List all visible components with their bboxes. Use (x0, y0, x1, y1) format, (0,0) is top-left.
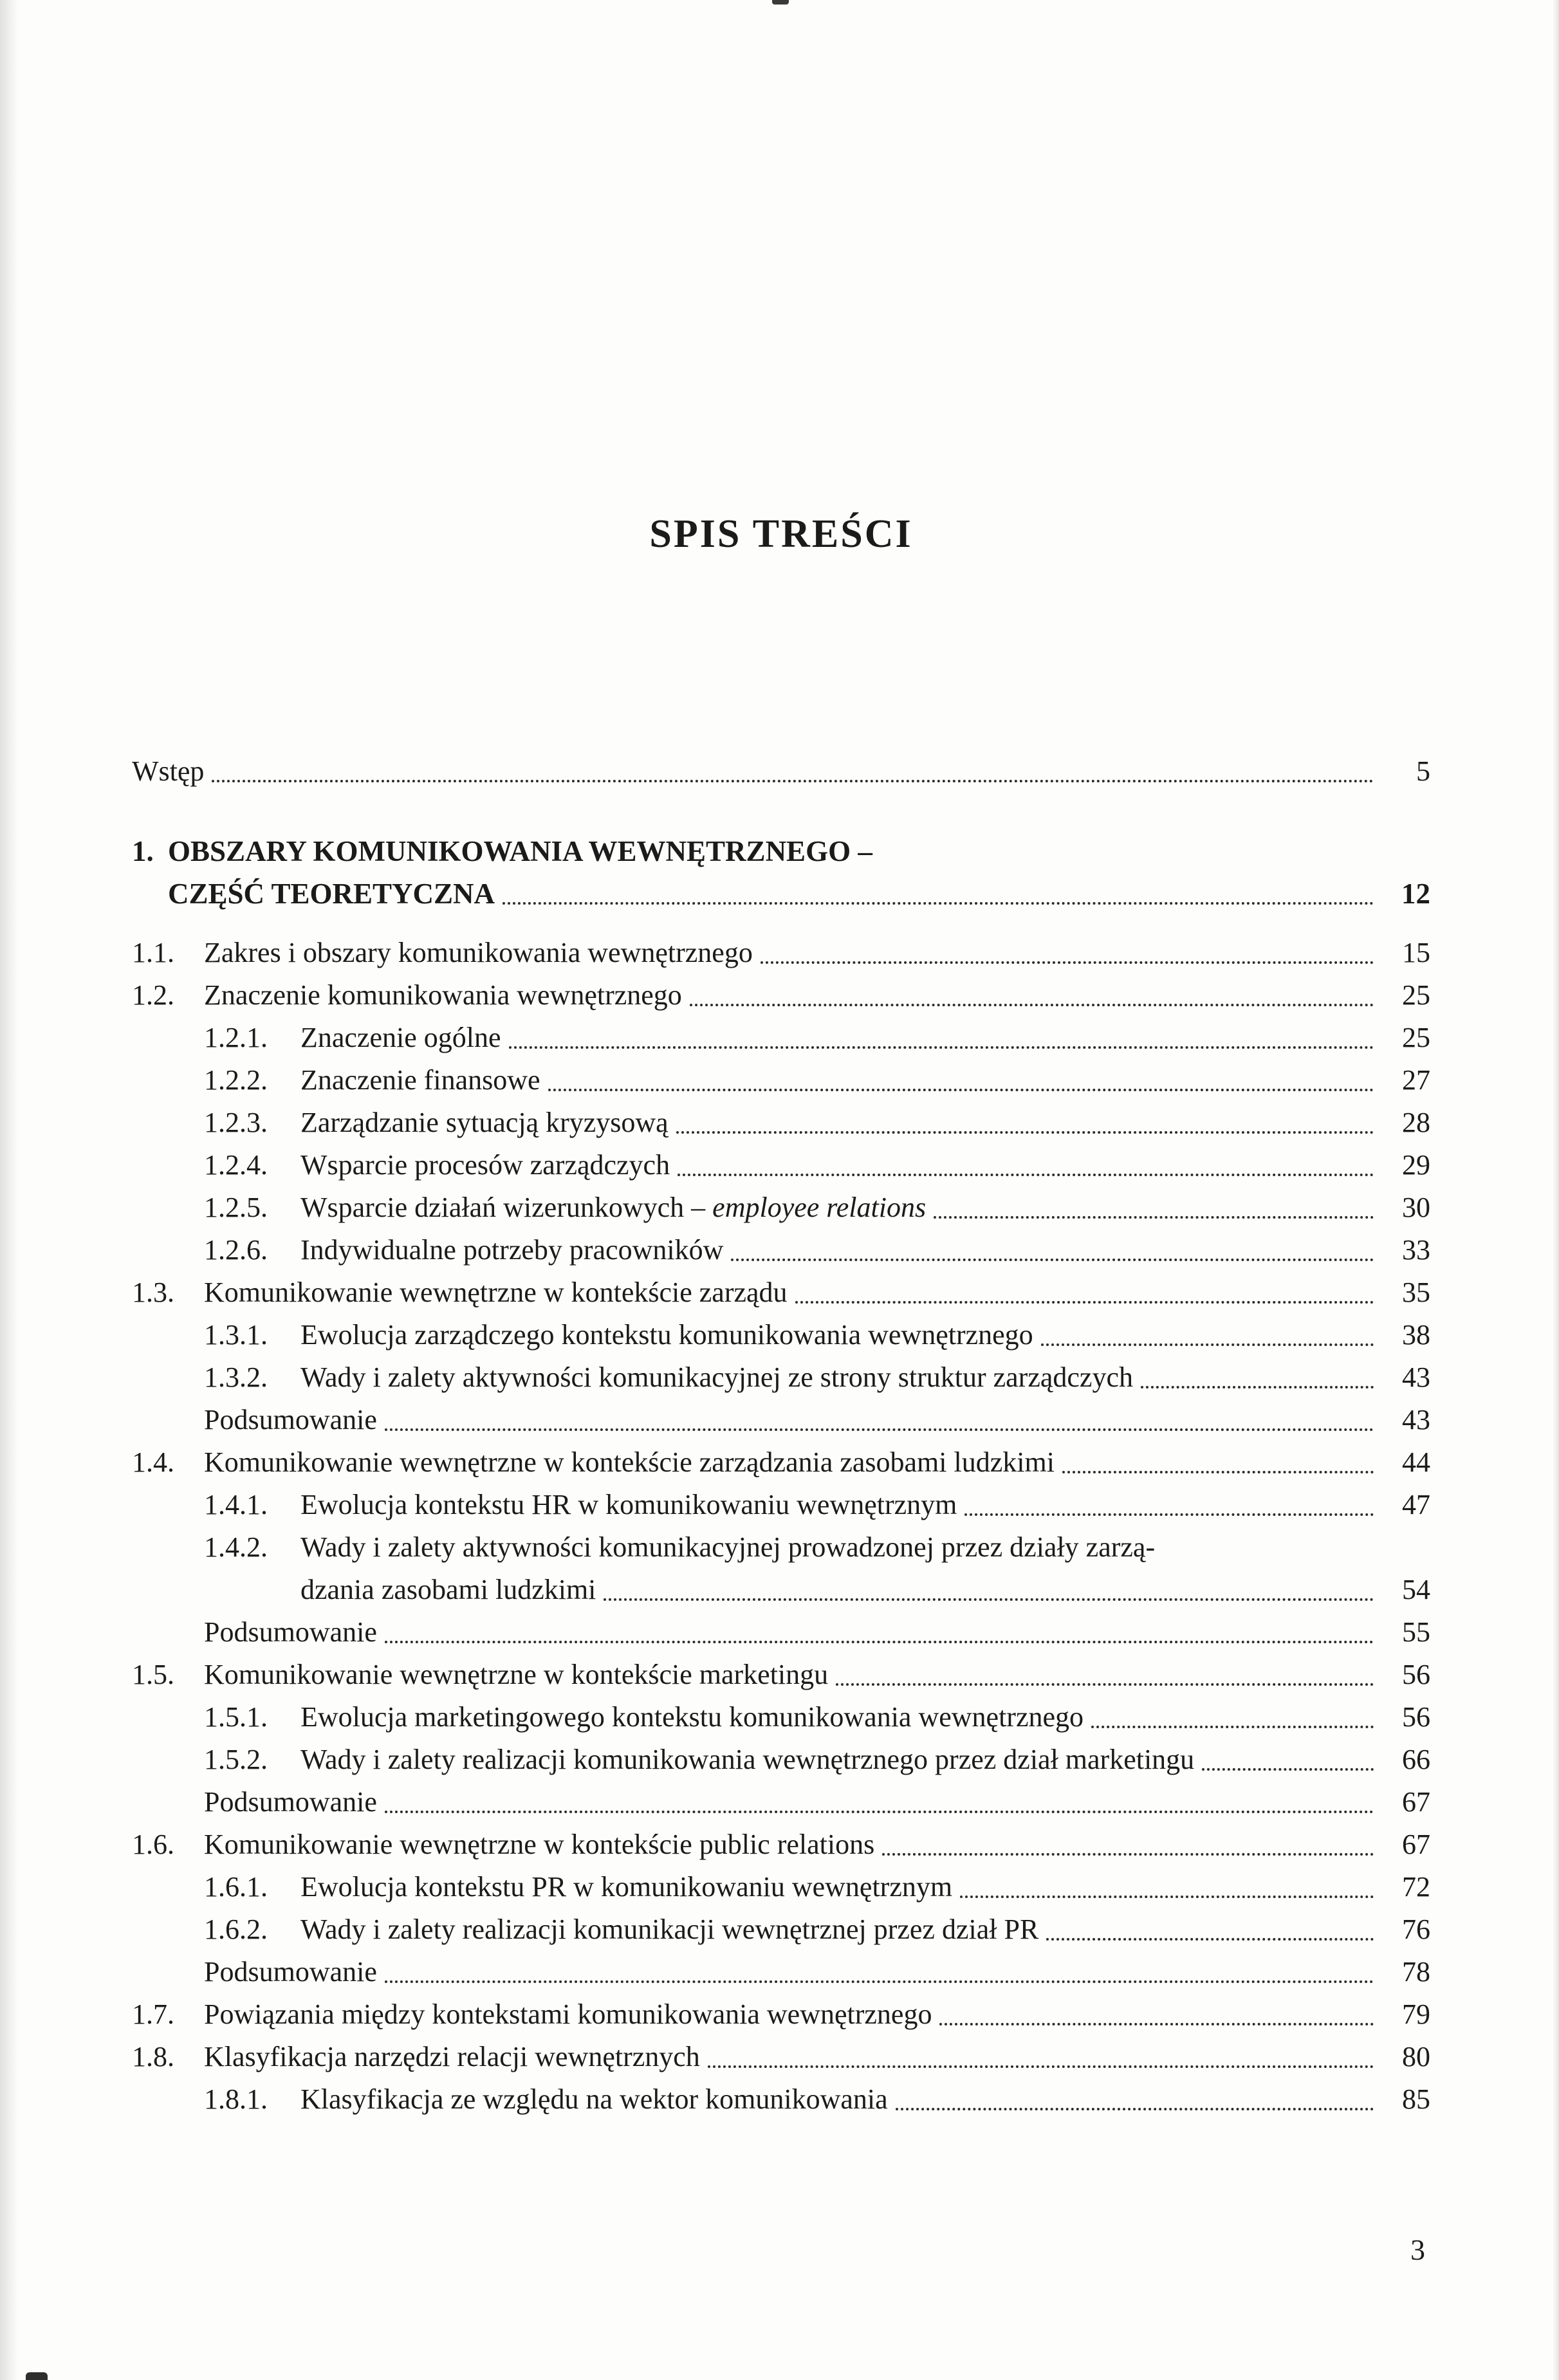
scan-edge-shadow-right (1553, 0, 1559, 2380)
toc-entry (132, 1866, 1430, 1908)
entry-page: 54 (1402, 1574, 1430, 1605)
toc-entry (132, 872, 1430, 915)
entry-text: Podsumowanie (204, 1956, 377, 1988)
entry-label (204, 1951, 377, 1993)
entry-page: 78 (1402, 1956, 1430, 1988)
toc-entry (132, 1739, 1430, 1781)
toc-entry (132, 1017, 1430, 1059)
dot-leader (1141, 1386, 1374, 1388)
entry-number: 1. (132, 835, 154, 867)
dot-leader (964, 1513, 1374, 1516)
toc-entry (132, 1993, 1430, 2036)
toc-entry (132, 2078, 1430, 2121)
toc-entry (132, 1102, 1430, 1144)
entry-text: Podsumowanie (204, 1404, 377, 1435)
entry-page: 43 (1402, 1361, 1430, 1393)
toc-entry (132, 1781, 1430, 1823)
entry-text: Podsumowanie (204, 1786, 377, 1818)
dot-leader (795, 1301, 1374, 1304)
dot-leader (708, 2065, 1374, 2068)
entry-text: Zarządzanie sytuacją kryzysową (300, 1107, 669, 1138)
entry-page: 15 (1402, 937, 1430, 968)
entry-text: OBSZARY KOMUNIKOWANIA WEWNĘTRZNEGO – (168, 835, 872, 867)
dot-leader (385, 1641, 1374, 1643)
entry-page: 33 (1402, 1234, 1430, 1266)
page-content (132, 512, 1430, 2121)
entry-text-italic: employee relations (712, 1192, 927, 1223)
entry-label-continuation (168, 872, 495, 915)
toc-entry (132, 1951, 1430, 1993)
entry-label (204, 1356, 1133, 1399)
entry-text: Znaczenie komunikowania wewnętrznego (204, 979, 682, 1011)
entry-text: Komunikowanie wewnętrzne w kontekście marketingu (204, 1659, 829, 1690)
entry-number: 1.5.1. (204, 1701, 268, 1733)
entry-label (204, 1526, 1155, 1569)
entry-text: Zakres i obszary komunikowania wewnętrznego (204, 937, 753, 968)
page-title: SPIS TREŚCI (649, 512, 913, 556)
entry-text: Wady i zalety realizacji komunikacji wewnętrznej przez dział PR (300, 1914, 1039, 1945)
entry-label (132, 830, 872, 872)
entry-text: Klasyfikacja narzędzi relacji wewnętrznych (204, 2041, 700, 2072)
dot-leader (678, 1174, 1374, 1176)
entry-number: 1.4.1. (204, 1489, 268, 1520)
entry-label (204, 2078, 888, 2121)
entry-page: 47 (1402, 1489, 1430, 1520)
toc-entry (132, 2036, 1430, 2078)
entry-label (132, 1993, 932, 2036)
toc-entry (132, 830, 1430, 872)
toc-entry (132, 1526, 1430, 1569)
entry-number: 1.8.1. (204, 2083, 268, 2115)
dot-leader (934, 1216, 1374, 1219)
entry-label (132, 2036, 700, 2078)
dot-leader (690, 1004, 1374, 1006)
entry-page: 56 (1402, 1701, 1430, 1733)
dot-leader (212, 780, 1374, 782)
entry-number: 1.5.2. (204, 1744, 268, 1775)
entry-text: Wady i zalety aktywności komunikacyjnej ze strony struktur zarządczych (300, 1361, 1133, 1393)
entry-text: Komunikowanie wewnętrzne w kontekście public relations (204, 1829, 875, 1860)
toc-entry (132, 1186, 1430, 1229)
entry-text: Wady i zalety realizacji komunikowania wewnętrznego przez dział marketingu (300, 1744, 1195, 1775)
dot-leader (1046, 1938, 1374, 1941)
entry-text: Indywidualne potrzeby pracowników (300, 1234, 724, 1266)
dot-leader (960, 1896, 1374, 1898)
entry-number: 1.2.1. (204, 1022, 268, 1053)
entry-number: 1.2.6. (204, 1234, 268, 1266)
entry-number: 1.1. (132, 937, 174, 968)
entry-number: 1.3. (132, 1277, 174, 1308)
entry-label (132, 1823, 874, 1866)
entry-page: 67 (1402, 1829, 1430, 1860)
entry-text: Wsparcie procesów zarządczych (300, 1149, 670, 1181)
entry-page: 79 (1402, 1998, 1430, 2030)
dot-leader (548, 1089, 1374, 1091)
entry-page: 66 (1402, 1744, 1430, 1775)
entry-page: 25 (1402, 979, 1430, 1011)
entry-label (204, 1186, 926, 1229)
toc-entry (132, 1271, 1430, 1314)
dot-leader (385, 1811, 1374, 1813)
dot-leader (939, 2023, 1374, 2025)
entry-page: 30 (1402, 1192, 1430, 1223)
scan-edge-shadow-left (0, 0, 18, 2380)
toc-entry (132, 974, 1430, 1017)
entry-label (204, 1696, 1084, 1739)
entry-number: 1.4.2. (204, 1531, 268, 1563)
entry-text: Znaczenie ogólne (300, 1022, 501, 1053)
entry-text-continued: dzania zasobami ludzkimi (300, 1574, 596, 1605)
entry-page: 38 (1402, 1319, 1430, 1351)
entry-number: 1.4. (132, 1446, 174, 1478)
toc-entry (132, 1696, 1430, 1739)
entry-text: Ewolucja kontekstu HR w komunikowaniu wewnętrznym (300, 1489, 957, 1520)
entry-page: 72 (1402, 1871, 1430, 1903)
entry-number: 1.3.1. (204, 1319, 268, 1351)
entry-number: 1.3.2. (204, 1361, 268, 1393)
toc-entry (132, 932, 1430, 974)
entry-label (132, 1654, 828, 1696)
dot-leader (1202, 1768, 1374, 1771)
dot-leader (385, 1980, 1374, 1983)
dot-leader (896, 2108, 1374, 2110)
entry-number: 1.5. (132, 1659, 174, 1690)
dot-leader (385, 1428, 1374, 1431)
dot-leader (761, 961, 1374, 964)
entry-label (204, 1739, 1194, 1781)
dot-leader (836, 1683, 1374, 1686)
entry-label (132, 1441, 1055, 1484)
entry-text: Znaczenie finansowe (300, 1064, 540, 1096)
entry-label (204, 1102, 669, 1144)
dot-leader (1062, 1471, 1374, 1473)
dot-leader (604, 1598, 1374, 1601)
entry-page: 76 (1402, 1914, 1430, 1945)
entry-page: 67 (1402, 1786, 1430, 1818)
entry-page: 35 (1402, 1277, 1430, 1308)
dot-leader (882, 1853, 1374, 1856)
toc-entry (132, 1441, 1430, 1484)
scan-artifact-top (772, 0, 789, 5)
entry-number: 1.2. (132, 979, 174, 1011)
dot-leader (1041, 1343, 1374, 1346)
entry-text: Komunikowanie wewnętrzne w kontekście zarządzania zasobami ludzkimi (204, 1446, 1055, 1478)
dot-leader (1091, 1726, 1374, 1728)
entry-text: Powiązania między kontekstami komunikowania wewnętrznego (204, 1998, 932, 2030)
toc-entry (132, 1654, 1430, 1696)
toc-entry (132, 1059, 1430, 1102)
scan-artifact-bottom (26, 2372, 48, 2380)
entry-page: 56 (1402, 1659, 1430, 1690)
entry-number: 1.2.3. (204, 1107, 268, 1138)
toc-entry (132, 750, 1430, 793)
toc-entry (132, 1399, 1430, 1441)
toc-list (132, 750, 1430, 2121)
entry-page: 80 (1402, 2041, 1430, 2072)
entry-text: Wstęp (132, 755, 205, 787)
entry-number: 1.6.1. (204, 1871, 268, 1903)
entry-number: 1.6.2. (204, 1914, 268, 1945)
entry-label (204, 1144, 670, 1186)
entry-page: 5 (1416, 755, 1430, 787)
entry-page: 28 (1402, 1107, 1430, 1138)
entry-page: 44 (1402, 1446, 1430, 1478)
entry-label (204, 1017, 501, 1059)
toc-entry (132, 1611, 1430, 1654)
entry-number: 1.6. (132, 1829, 174, 1860)
toc-entry (132, 1229, 1430, 1271)
toc-entry (132, 1484, 1430, 1526)
toc-entry (132, 1144, 1430, 1186)
toc-entry (132, 1314, 1430, 1356)
entry-text: Klasyfikacja ze względu na wektor komunikowania (300, 2083, 888, 2115)
entry-text: Komunikowanie wewnętrzne w kontekście zarządu (204, 1277, 788, 1308)
entry-label (204, 1059, 540, 1102)
entry-page: 29 (1402, 1149, 1430, 1181)
entry-label (204, 1611, 377, 1654)
entry-text: Ewolucja marketingowego kontekstu komunikowania wewnętrznego (300, 1701, 1084, 1733)
entry-text-continued: CZĘŚĆ TEORETYCZNA (168, 878, 495, 910)
entry-label (204, 1866, 952, 1908)
entry-page: 25 (1402, 1022, 1430, 1053)
dot-leader (503, 902, 1374, 905)
entry-number: 1.2.2. (204, 1064, 268, 1096)
entry-number: 1.2.4. (204, 1149, 268, 1181)
entry-text: Ewolucja kontekstu PR w komunikowaniu wewnętrznym (300, 1871, 953, 1903)
entry-label (132, 750, 204, 793)
entry-page: 12 (1401, 878, 1430, 910)
page-number: 3 (1410, 2233, 1425, 2266)
entry-number: 1.7. (132, 1998, 174, 2030)
toc-entry (132, 1823, 1430, 1866)
dot-leader (509, 1046, 1374, 1049)
entry-label (132, 932, 753, 974)
toc-entry (132, 1356, 1430, 1399)
entry-page: 85 (1402, 2083, 1430, 2115)
entry-label (132, 974, 682, 1017)
entry-text: Ewolucja zarządczego kontekstu komunikowania wewnętrznego (300, 1319, 1033, 1351)
entry-label (132, 1271, 788, 1314)
entry-number: 1.8. (132, 2041, 174, 2072)
entry-label (204, 1314, 1033, 1356)
entry-label-continuation (300, 1569, 596, 1611)
entry-page: 27 (1402, 1064, 1430, 1096)
dot-leader (731, 1259, 1374, 1261)
entry-label (204, 1229, 723, 1271)
entry-number: 1.2.5. (204, 1192, 268, 1223)
toc-entry (132, 1569, 1430, 1611)
entry-text: Wady i zalety aktywności komunikacyjnej prowadzonej przez działy zarzą- (300, 1531, 1156, 1563)
entry-page: 55 (1402, 1616, 1430, 1648)
entry-label (204, 1908, 1038, 1951)
entry-label (204, 1399, 377, 1441)
entry-label (204, 1484, 957, 1526)
dot-leader (676, 1131, 1374, 1134)
entry-page: 43 (1402, 1404, 1430, 1435)
entry-text: Podsumowanie (204, 1616, 377, 1648)
entry-label (204, 1781, 377, 1823)
toc-entry (132, 1908, 1430, 1951)
entry-text: Wsparcie działań wizerunkowych – (300, 1192, 713, 1223)
